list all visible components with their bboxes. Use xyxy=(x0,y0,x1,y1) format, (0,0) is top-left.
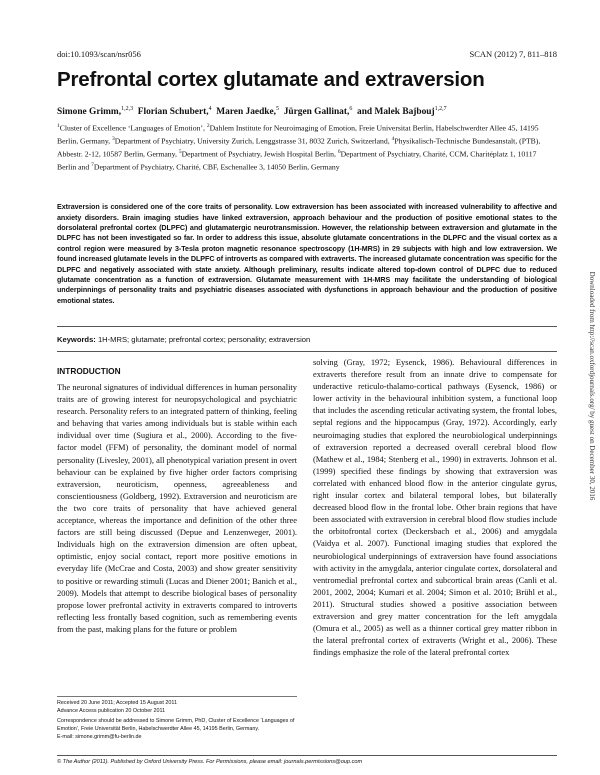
correspondence: Correspondence should be addressed to Simone Grimm, PhD, Cluster of Excellence ‘Languages of Emotion’, Freie Universität Berlin, Habelschwerdter Allee 45, 14195 Berlin, Germany. xyxy=(57,718,295,733)
affil-sup: 7 xyxy=(91,161,94,168)
divider xyxy=(57,351,557,352)
author-list xyxy=(57,106,557,117)
affil-text: Department of Psychiatry, Charité, CCM, Charitéplatz 1, 10117 Berlin and xyxy=(57,149,537,172)
affil-text: Physikalisch-Technische Bundesanstalt, (PTB), Abbestr. 2-12, 10587 Berlin, Germany, xyxy=(57,136,541,159)
affil-text: Department of Psychiatry, Jewish Hospital Berlin, xyxy=(181,149,338,159)
keywords xyxy=(57,335,557,344)
section-heading: INTRODUCTION xyxy=(57,366,121,376)
affil-sup: 4 xyxy=(391,135,395,142)
right-column xyxy=(313,356,557,658)
affil-text: Department of Psychiatry, Charité, CBF, Eschenallee 3, 14050 Berlin, Germany xyxy=(93,162,340,172)
doi: doi:10.1093/scan/nsr056 xyxy=(57,49,141,59)
author-affil-sup: 4 xyxy=(208,106,212,112)
author-name: Jürgen Gallinat, xyxy=(283,107,350,118)
abstract: Extraversion is considered one of the core traits of personality. Low extraversion has been associated with increased vulnerability to affective and anxiety disorders. Brain imaging studies have linked extraversion, approach behaviour and the production of positive emotional states to the dorsolateral prefrontal cortex (DLPFC) and glutamatergic neurotransmission. However, the relationship between extraversion and glutamate in the DLPFC has not been investigated so far. In order to address this issue, absolute glutamate concentrations in the DLPFC and the visual cortex as a control region were measured by 3-Tesla proton magnetic resonance spectroscopy (1H-MRS) in 29 subjects with high and low extraversion. We found increased glutamate levels in the DLPFC of introverts as compared with extraverts. The increased glutamate concentration was specific for the DLPFC and negatively associated with state anxiety. Although preliminary, results indicate altered top-down control of DLPFC due to reduced glutamate concentration as a function of extraversion. Glutamate measurement with 1H-MRS may facilitate the understanding of biological underpinnings of personality traits and psychiatric diseases associated with dysfunctions in approach behaviour and the production of positive emotional states. xyxy=(57,203,557,305)
advance-access-date: Advance Access publication 20 October 2011 xyxy=(57,707,166,714)
received-date: Received 20 June 2011; Accepted 15 August 2011 xyxy=(57,700,177,706)
body-paragraph: solving (Gray, 1972; Eysenck, 1986). Behavioural differences in extraverts therefore result from an innate drive to compensate for underactive reticulo-thalamo-cortical pathways (Eysenck, 1986) or lower activity in the behavioural inhibition system, a functional loop that includes the ascending reticular activating system, the frontal lobes, septal regions and the hippocampus (Gray, 1972). Accordingly, early neuroimaging studies that explored the neurobiological underpinnings of extraversion reported a decreased overall cerebral blood flow (Mathew et al., 1984; Stenberg et al., 1990) in extraverts. Johnson et al. (1999) specified these findings by showing that extraversion was correlated with enhanced blood flow in the anterior cingulate gyrus, right insular cortex and bilateral temporal lobes, but bilaterally decreased blood flow in the frontal lobe. Other brain regions that have been associated with extraversion in cerebral blood flow studies include the orbitofrontal cortex (Deckersbach et al., 2006) and amygdala (Vaidya et al. 2007). Functional imaging studies that explored the neurobiological underpinnings of extraversion have found associations with activity in the amygdala, anterior cingulate cortex, dorsolateral and ventromedial prefrontal cortex and subcortical brain areas (Canli et al. 2001, 2002, 2004; Kumari et al. 2004; Simon et al. 2010; Brühl et al., 2011). Structural studies showed a positive association between extraversion and grey matter concentration for the left amygdala (Omura et al., 2005) as well as a thinner cortical grey matter ribbon in the lateral prefrontal cortex of extraverts (Wright et al., 2006). These findings emphasize the role of the lateral prefrontal cortex xyxy=(313,357,557,658)
copyright: © The Author (2011). Published by Oxford University Press. For Permissions, please email: journals.permissions@oup.com xyxy=(57,755,557,765)
affil-text: Dahlem Institute for Neuroimaging of Emotion, Freie Universitat Berlin, Habelschwerdter Allee 45, 14195 Berlin, Germany, xyxy=(57,123,539,146)
author-name: and Malek Bajbouj xyxy=(357,107,435,118)
footnote xyxy=(57,696,297,742)
affil-sup: 6 xyxy=(337,148,341,155)
affil-text: Cluster of Excellence ‘Languages of Emotion’, xyxy=(59,123,207,133)
body-paragraph: The neuronal signatures of individual differences in human personality traits are of growing interest for neuropsychological and psychiatric research. Personality refers to an integrated pattern of thinking, feeling and behaving that varies among individuals but is stable within each individual over time (Sugiura et al., 2000). According to the five-factor model (FFM) of personality, the dominant model of normal personality (Livesley, 2001), all phenotypical variation present in overt behaviour can be explained by five higher order factors comprising extraversion, neuroticism, openness, agreeableness and conscientiousness (Goldberg, 1992). Extraversion and neuroticism are the two core traits of personality that have achieved general acceptance, whereas the importance and definition of the other three factors are still being discussed (Depue and Lenzenweger, 2001). Individuals high on the extraversion dimension are often upbeat, optimistic, enjoy social contact, report more positive emotions in everyday life (McCrae and Costa, 2003) and show greater sensitivity to positive or rewarding stimuli (Lucas and Diener 2001; Banich et al., 2009). Models that attempt to describe biological bases of personality propose lower prefrontal activity in extraverts compared to introverts reflecting less frontally based cognition, such as remembering events from the past, making plans for the future or problem xyxy=(57,382,297,634)
affil-sup: 2 xyxy=(206,123,210,129)
email: E-mail: simone.grimm@fu-berlin.de xyxy=(57,733,142,740)
author-affil-sup: 1,2,7 xyxy=(434,106,447,112)
affil-sup: 1 xyxy=(57,123,60,129)
affil-text: Department of Psychiatry, University Zurich, Lenggstrasse 31, 8032 Zurich, Switzerland, xyxy=(114,136,392,146)
left-column xyxy=(57,366,297,635)
author-name: Maren Jaedke, xyxy=(216,107,276,118)
journal-citation: SCAN (2012) 7, 811–818 xyxy=(469,49,557,59)
keywords-text: 1H-MRS; glutamate; prefrontal cortex; personality; extraversion xyxy=(95,335,311,344)
download-watermark: Downloaded from http://scan.oxfordjournals.org/ by guest on December 30, 2016 xyxy=(588,271,596,501)
affil-sup: 3 xyxy=(112,135,115,142)
author-name: Florian Schubert, xyxy=(137,107,209,118)
keywords-label: Keywords: xyxy=(57,335,96,344)
author-name: Simone Grimm, xyxy=(57,107,122,118)
author-affil-sup: 1,2,3 xyxy=(121,106,134,112)
author-affil-sup: 5 xyxy=(276,106,279,112)
article-title: Prefrontal cortex glutamate and extraversion xyxy=(57,68,485,91)
affiliations xyxy=(57,121,557,172)
affil-sup: 5 xyxy=(178,148,182,155)
author-affil-sup: 6 xyxy=(349,106,353,112)
divider xyxy=(57,326,557,327)
